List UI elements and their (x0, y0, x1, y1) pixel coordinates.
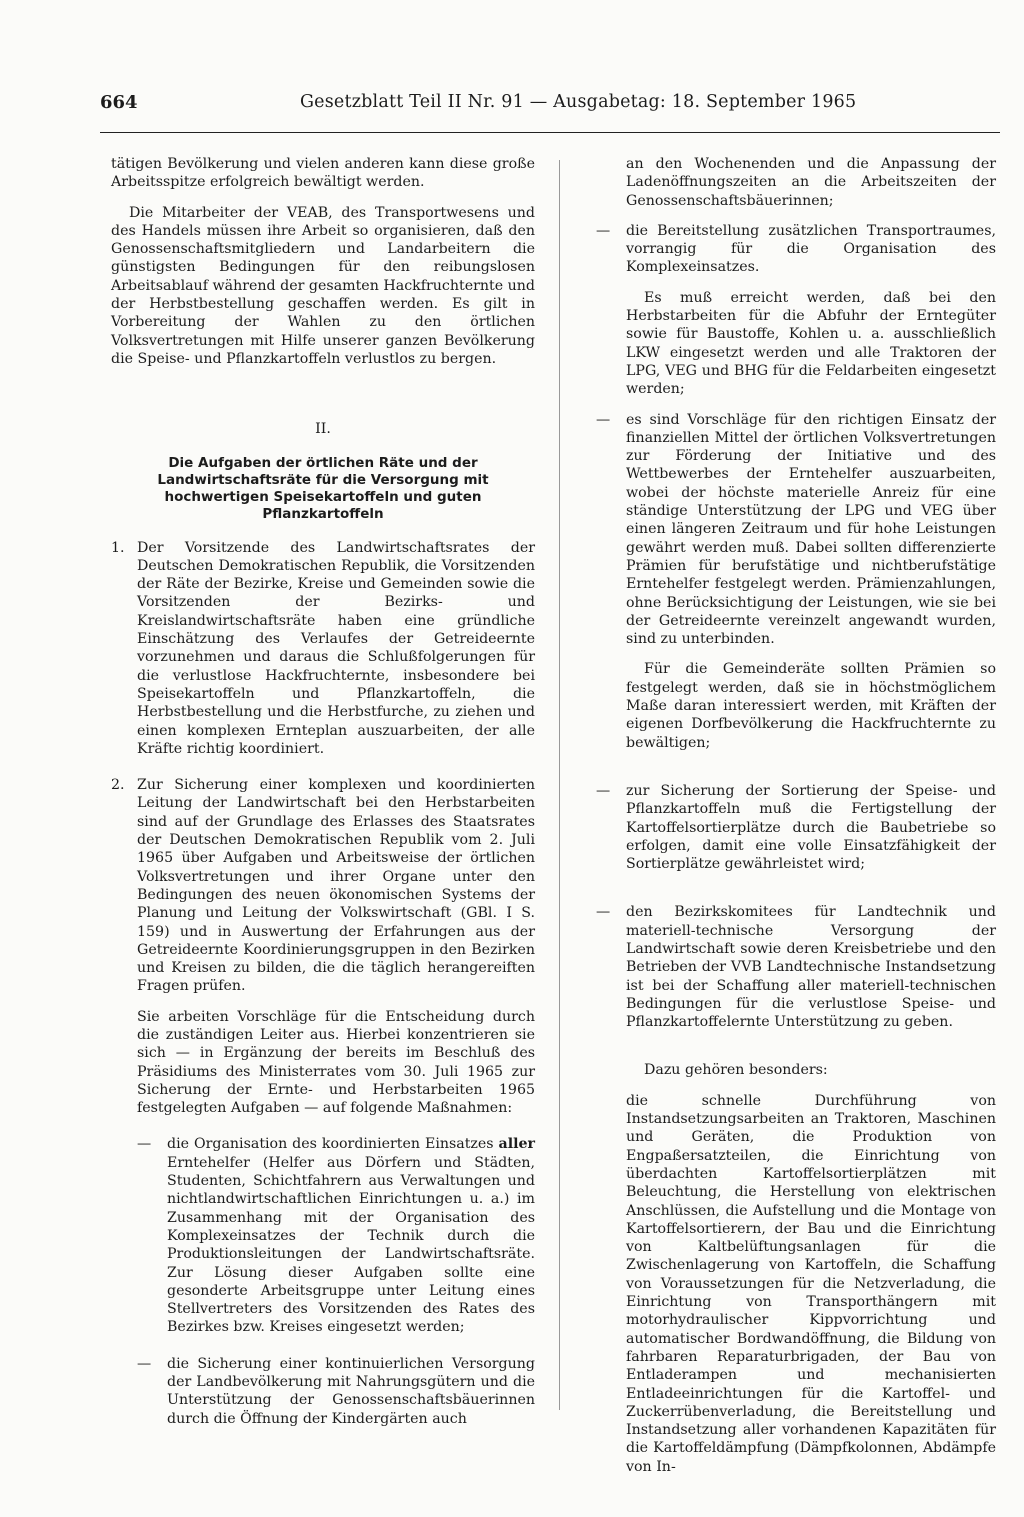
paragraph: Die Mitarbeiter der VEAB, des Transportwesens und des Handels müssen ihre Arbeit so organisieren, daß den Genossenschaftsmitgliedern und Landarbeitern die günstigsten Bedingungen für den reibungslosen Arbeitsablauf während der gesamten Hackfruchternte und der Herbstbestellung geschaffen werden. Es gilt in Vorbereitung der Wahlen zu den örtlichen Volksvertretungen mit Hilfe unserer ganzen Bevölkerung die Speise- und Pflanzkartoffeln verlustlos zu bergen. (111, 204, 535, 367)
paragraph: an den Wochenenden und die Anpassung der Ladenöffnungszeiten an die Arbeitszeiten der Genossenschaftsbäuerinnen; (626, 156, 996, 209)
dash-item-text: es sind Vorschläge für den richtigen Einsatz der finanziellen Mittel der örtlichen Volksvertretungen zur Förderung der Initiative und des Wettbewerbes der Erntehelfer auszuarbeiten, wobei der höchste materielle Anreiz für eine ständige Unterstützung der LPG und VEG über einen längeren Zeitraum und für hohe Leistungen gewährt werden muß. Dabei sollten differenzierte Prämien für berufstätige und nichtberufstätige Erntehelfer festgelegt werden. Prämienzahlungen, ohne Berücksichtigung der Leistungen, wie sie bei der Getreideernte vereinzelt angewandt wurden, sind zu unterbinden. (626, 411, 996, 648)
column-divider (559, 160, 560, 1410)
dash-item (596, 222, 996, 277)
dash-marker: — (137, 1136, 152, 1153)
section-heading: Die Aufgaben der örtlichen Räte und der Landwirtschaftsräte für die Versorgung mit hochwertigen Speisekartoffeln und guten Pflanzkartoffeln (157, 454, 489, 522)
dash-item-text: die Sicherung einer kontinuierlichen Versorgung der Landbevölkerung mit Nahrungsgütern und die Unterstützung der Genossenschaftsbäuerinnen durch die Öffnung der Kindergärten auch (167, 1355, 535, 1427)
section-number: II. (315, 421, 331, 438)
dash-item-text: die Bereitstellung zusätzlichen Transportraumes, vorrangig für die Organisation des Komplexeinsatzes. (626, 222, 996, 276)
running-title: Gesetzblatt Teil II Nr. 91 — Ausgabetag: 18. September 1965 (300, 92, 857, 112)
dash-marker: — (596, 222, 611, 239)
list-item (111, 776, 535, 996)
dash-item (596, 903, 996, 1031)
dash-item (137, 1135, 535, 1336)
list-item-text: Zur Sicherung einer komplexen und koordinierten Leitung der Landwirtschaft bei den Herbstarbeiten sind auf der Grundlage des Erlasses des Staatsrates der Deutschen Demokratischen Republik vom 2. Juli 1965 über Aufgaben und Arbeitsweise der örtlichen Volksvertretungen und ihrer Organe unter den Bedingungen des neuen ökonomischen Systems der Planung und Leitung der Volkswirtschaft (GBl. I S. 159) und in Auswertung der Erfahrungen aus der Getreideernte Koordinierungsgruppen in den Bezirken und Kreisen zu bilden, die die täglich herangereiften Fragen prüfen. (137, 777, 535, 995)
dash-item (137, 1355, 535, 1428)
dash-item-text: zur Sicherung der Sortierung der Speise- und Pflanzkartoffeln muß die Fertigstellung der Kartoffelsortierplätze durch die Baubetriebe so erfolgen, damit eine volle Einsatzfähigkeit der Sortierplätze gewährleistet wird; (626, 782, 996, 873)
paragraph: Für die Gemeinderäte sollten Prämien so festgelegt werden, daß sie in höchstmöglichem Maße daran interessiert werden, mit Kräften der eigenen Dorfbevölkerung die Hackfruchternte zu bewältigen; (626, 661, 996, 751)
dash-marker: — (137, 1355, 152, 1372)
list-item (111, 539, 535, 759)
list-item-text: Der Vorsitzende des Landwirtschaftsrates der Deutschen Demokratischen Republik, die Vorsitzenden der Räte der Bezirke, Kreise und Gemeinden sowie die Vorsitzenden der Bezirks- und Kreislandwirtschaftsräte haben eine gründliche Einschätzung des Verlaufes der Getreideernte vorzunehmen und daraus die Schlußfolgerungen für die verlustlose Hackfruchternte, insbesondere bei Speisekartoffeln und Pflanzkartoffeln, die Herbstbestellung und die Herbstfurche, zu ziehen und einen komplexen Ernteplan auszuarbeiten, der alle Kräfte richtig koordiniert. (137, 539, 535, 757)
list-number: 2. (111, 777, 125, 794)
paragraph: Sie arbeiten Vorschläge für die Entscheidung durch die zuständigen Leiter aus. Hierbei konzentrieren sie sich — in Ergänzung der bereits im Beschluß des Präsidiums des Ministerrates vom 30. Juli 1965 zur Sicherung der Ernte- und Herbstarbeiten 1965 festgelegten Aufgaben — auf folgende Maßnahmen: (137, 1008, 535, 1117)
left-column (111, 155, 535, 1428)
paragraph: Es muß erreicht werden, daß bei den Herbstarbeiten für die Abfuhr der Erntegüter sowie für Baustoffe, Kohlen u. a. ausschließlich LKW eingesetzt werden und alle Traktoren der LPG, VEG und BHG für die Feldarbeiten eingesetzt werden; (626, 289, 996, 398)
paragraph: die schnelle Durchführung von Instandsetzungsarbeiten an Traktoren, Maschinen und Geräten, die Produktion von Engpaßersatzteilen, die Einrichtung von überdachten Kartoffelsortierplätzen mit Beleuchtung, die Herstellung von elektrischen Anschlüssen, die Aufstellung und die Montage von Kartoffelsortierern, der Bau und die Einrichtung von Kaltbelüftungsanlagen für die Zwischenlagerung von Kartoffeln, die Schaffung von Voraussetzungen für die Netzverladung, die Einrichtung von Transporthängern mit motorhydraulischer Kippvorrichtung und automatischer Bordwandöffnung, die Bildung von fahrbaren Reparaturbrigaden, der Bau von Entladerampen und mechanisierten Entladeeinrichtungen für die Kartoffel- und Zuckerrübenverladung, die Bereitstellung und Instandsetzung aller vorhandenen Kapazitäten für die Kartoffeldämpfung (Dämpfkolonnen, Abdämpfe von In- (626, 1092, 996, 1475)
dash-marker: — (596, 782, 611, 799)
dash-item (596, 782, 996, 873)
dash-item (596, 411, 996, 649)
paragraph: tätigen Bevölkerung und vielen anderen kann diese große Arbeitsspitze erfolgreich bewältigt werden. (111, 156, 535, 191)
dash-marker: — (596, 904, 611, 921)
list-number: 1. (111, 539, 125, 556)
page-header (100, 92, 1000, 133)
dash-item-text: den Bezirkskomitees für Landtechnik und materiell-technische Versorgung der Landwirtschaft sowie deren Kreisbetriebe und den Betrieben der VVB Landtechnische Instandsetzung ist bei der Schaffung aller materiell-technischen Bedingungen für die verlustlose Speise- und Pflanzkartoffelernte Unterstützung zu geben. (626, 904, 996, 1031)
paragraph: Dazu gehören besonders: (644, 1062, 828, 1079)
dash-item-text: die Organisation des koordinierten Einsatzes aller Erntehelfer (Helfer aus Dörfern und Städten, Studenten, Schichtfahrern aus Verwaltungen und nichtlandwirtschaftlichen Einrichtungen u. a.) im Zusammenhang mit der Organisation des Komplexeinsatzes der Technik durch die Produktionsleitungen der Landwirtschaftsräte. Zur Lösung dieser Aufgaben sollte eine gesonderte Arbeitsgruppe unter Leitung eines Stellvertreters des Vorsitzenden des Rates des Bezirkes bzw. Kreises eingesetzt werden; (167, 1136, 535, 1336)
dash-marker: — (596, 411, 611, 428)
page-number: 664 (100, 92, 138, 113)
right-column (596, 155, 996, 1476)
